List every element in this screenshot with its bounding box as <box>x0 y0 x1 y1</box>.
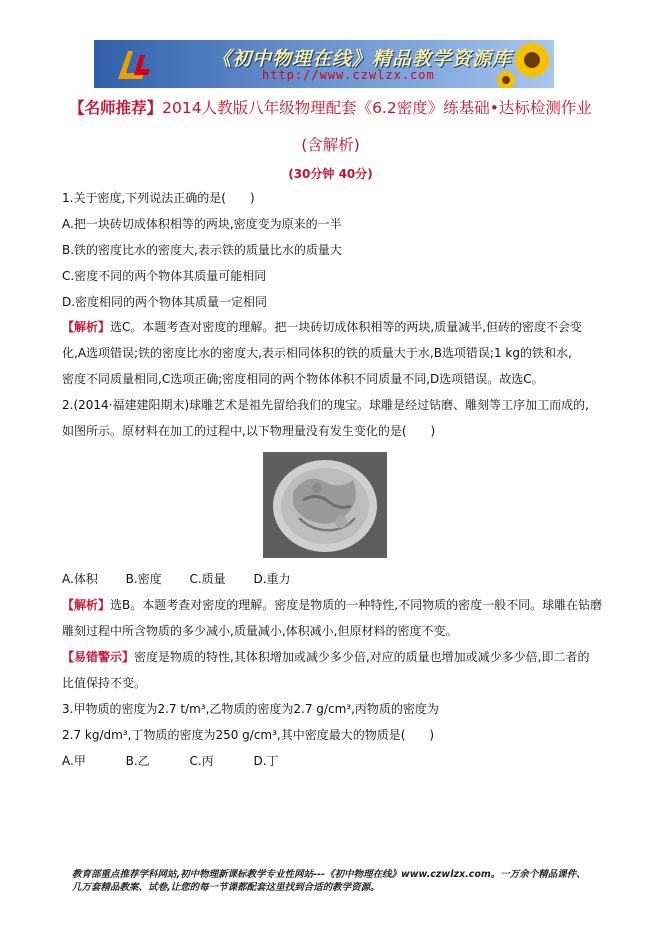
page-title <box>0 96 661 118</box>
q2-warning-line1 <box>62 648 589 666</box>
ball-carving-photo <box>263 452 387 558</box>
q1-analysis-text: 选C。本题考查对密度的理解。把一块砖切成体积相等的两块,质量减半,但砖的密度不会变 <box>110 320 583 334</box>
q1-option-d: D.密度相同的两个物体其质量一定相同 <box>62 295 268 309</box>
q1-option-b: B.铁的密度比水的密度大,表示铁的质量比水的质量大 <box>62 243 342 257</box>
q2-warning-text: 密度是物质的特性,其体积增加或减少多少倍,对应的质量也增加或减少多少倍,即二者的 <box>134 650 590 664</box>
q1-option-c: C.密度不同的两个物体其质量可能相同 <box>62 269 267 283</box>
q2-analysis-line1 <box>62 596 602 614</box>
analysis-tag: 【解析】 <box>62 320 111 334</box>
recommend-tag: 【名师推荐】 <box>69 99 163 117</box>
sunflower-icon <box>494 40 554 88</box>
q2-analysis-line2: 雕刻过程中所含物质的多少减小,质量减小,体积减小,但原材料的密度不变。 <box>62 624 458 638</box>
warning-tag: 【易错警示】 <box>62 650 135 664</box>
q1-option-a: A.把一块砖切成体积相等的两块,密度变为原来的一半 <box>62 217 342 231</box>
q1-analysis-line3: 密度不同质量相同,C选项正确;密度相同的两个物体体积不同质量不同,D选项错误。故选C。 <box>62 372 544 386</box>
title-text: 2014人教版八年级物理配套《6.2密度》练基础•达标检测作业 <box>162 99 592 117</box>
q1-analysis-line1 <box>62 318 582 336</box>
logo-icon <box>114 45 154 83</box>
q2-stem-line2: 如图所示。原材料在加工的过程中,以下物理量没有发生变化的是( ) <box>62 424 436 438</box>
time-score: (30分钟 40分) <box>288 167 373 181</box>
header-banner <box>94 40 554 88</box>
q2-options: A.体积 B.密度 C.质量 D.重力 <box>62 572 291 586</box>
q2-analysis-text: 选B。本题考查对密度的理解。密度是物质的一种特性,不同物质的密度一般不同。球雕在钻磨 <box>110 598 603 612</box>
q3-stem-line2: 2.7 kg/dm³,丁物质的密度为250 g/cm³,其中密度最大的物质是( ) <box>62 728 435 742</box>
footer-line2: 几万套精品教案、试卷,让您的每一节课都配套这里找到合适的教学资源。 <box>72 882 380 893</box>
banner-url: http://www.czwlzx.com <box>262 68 435 82</box>
q1-analysis-line2: 化,A选项错误;铁的密度比水的密度大,表示相同体积的铁的质量大于水,B选项错误;1 kg的铁和水, <box>62 346 572 360</box>
q2-stem-line1: 2.(2014·福建建阳期末)球雕艺术是祖先留给我们的瑰宝。球雕是经过钻磨、雕刻等工序加工而成的, <box>62 398 589 412</box>
banner-title: 《初中物理在线》精品教学资源库 <box>212 48 513 70</box>
q1-stem: 1.关于密度,下列说法正确的是( ) <box>62 191 255 205</box>
q2-warning-line2: 比值保持不变。 <box>62 676 147 690</box>
analysis-tag: 【解析】 <box>62 598 111 612</box>
q3-stem-line1: 3.甲物质的密度为2.7 t/m³,乙物质的密度为2.7 g/cm³,丙物质的密度为 <box>62 702 439 716</box>
footer-line1: 教育部重点推荐学科网站,初中物理新课标教学专业性网站---《初中物理在线》www.czwlzx.com。一万余个精品课件、 <box>72 869 586 880</box>
title-subline: (含解析) <box>301 136 360 154</box>
q3-options: A.甲 B.乙 C.丙 D.丁 <box>62 754 279 768</box>
